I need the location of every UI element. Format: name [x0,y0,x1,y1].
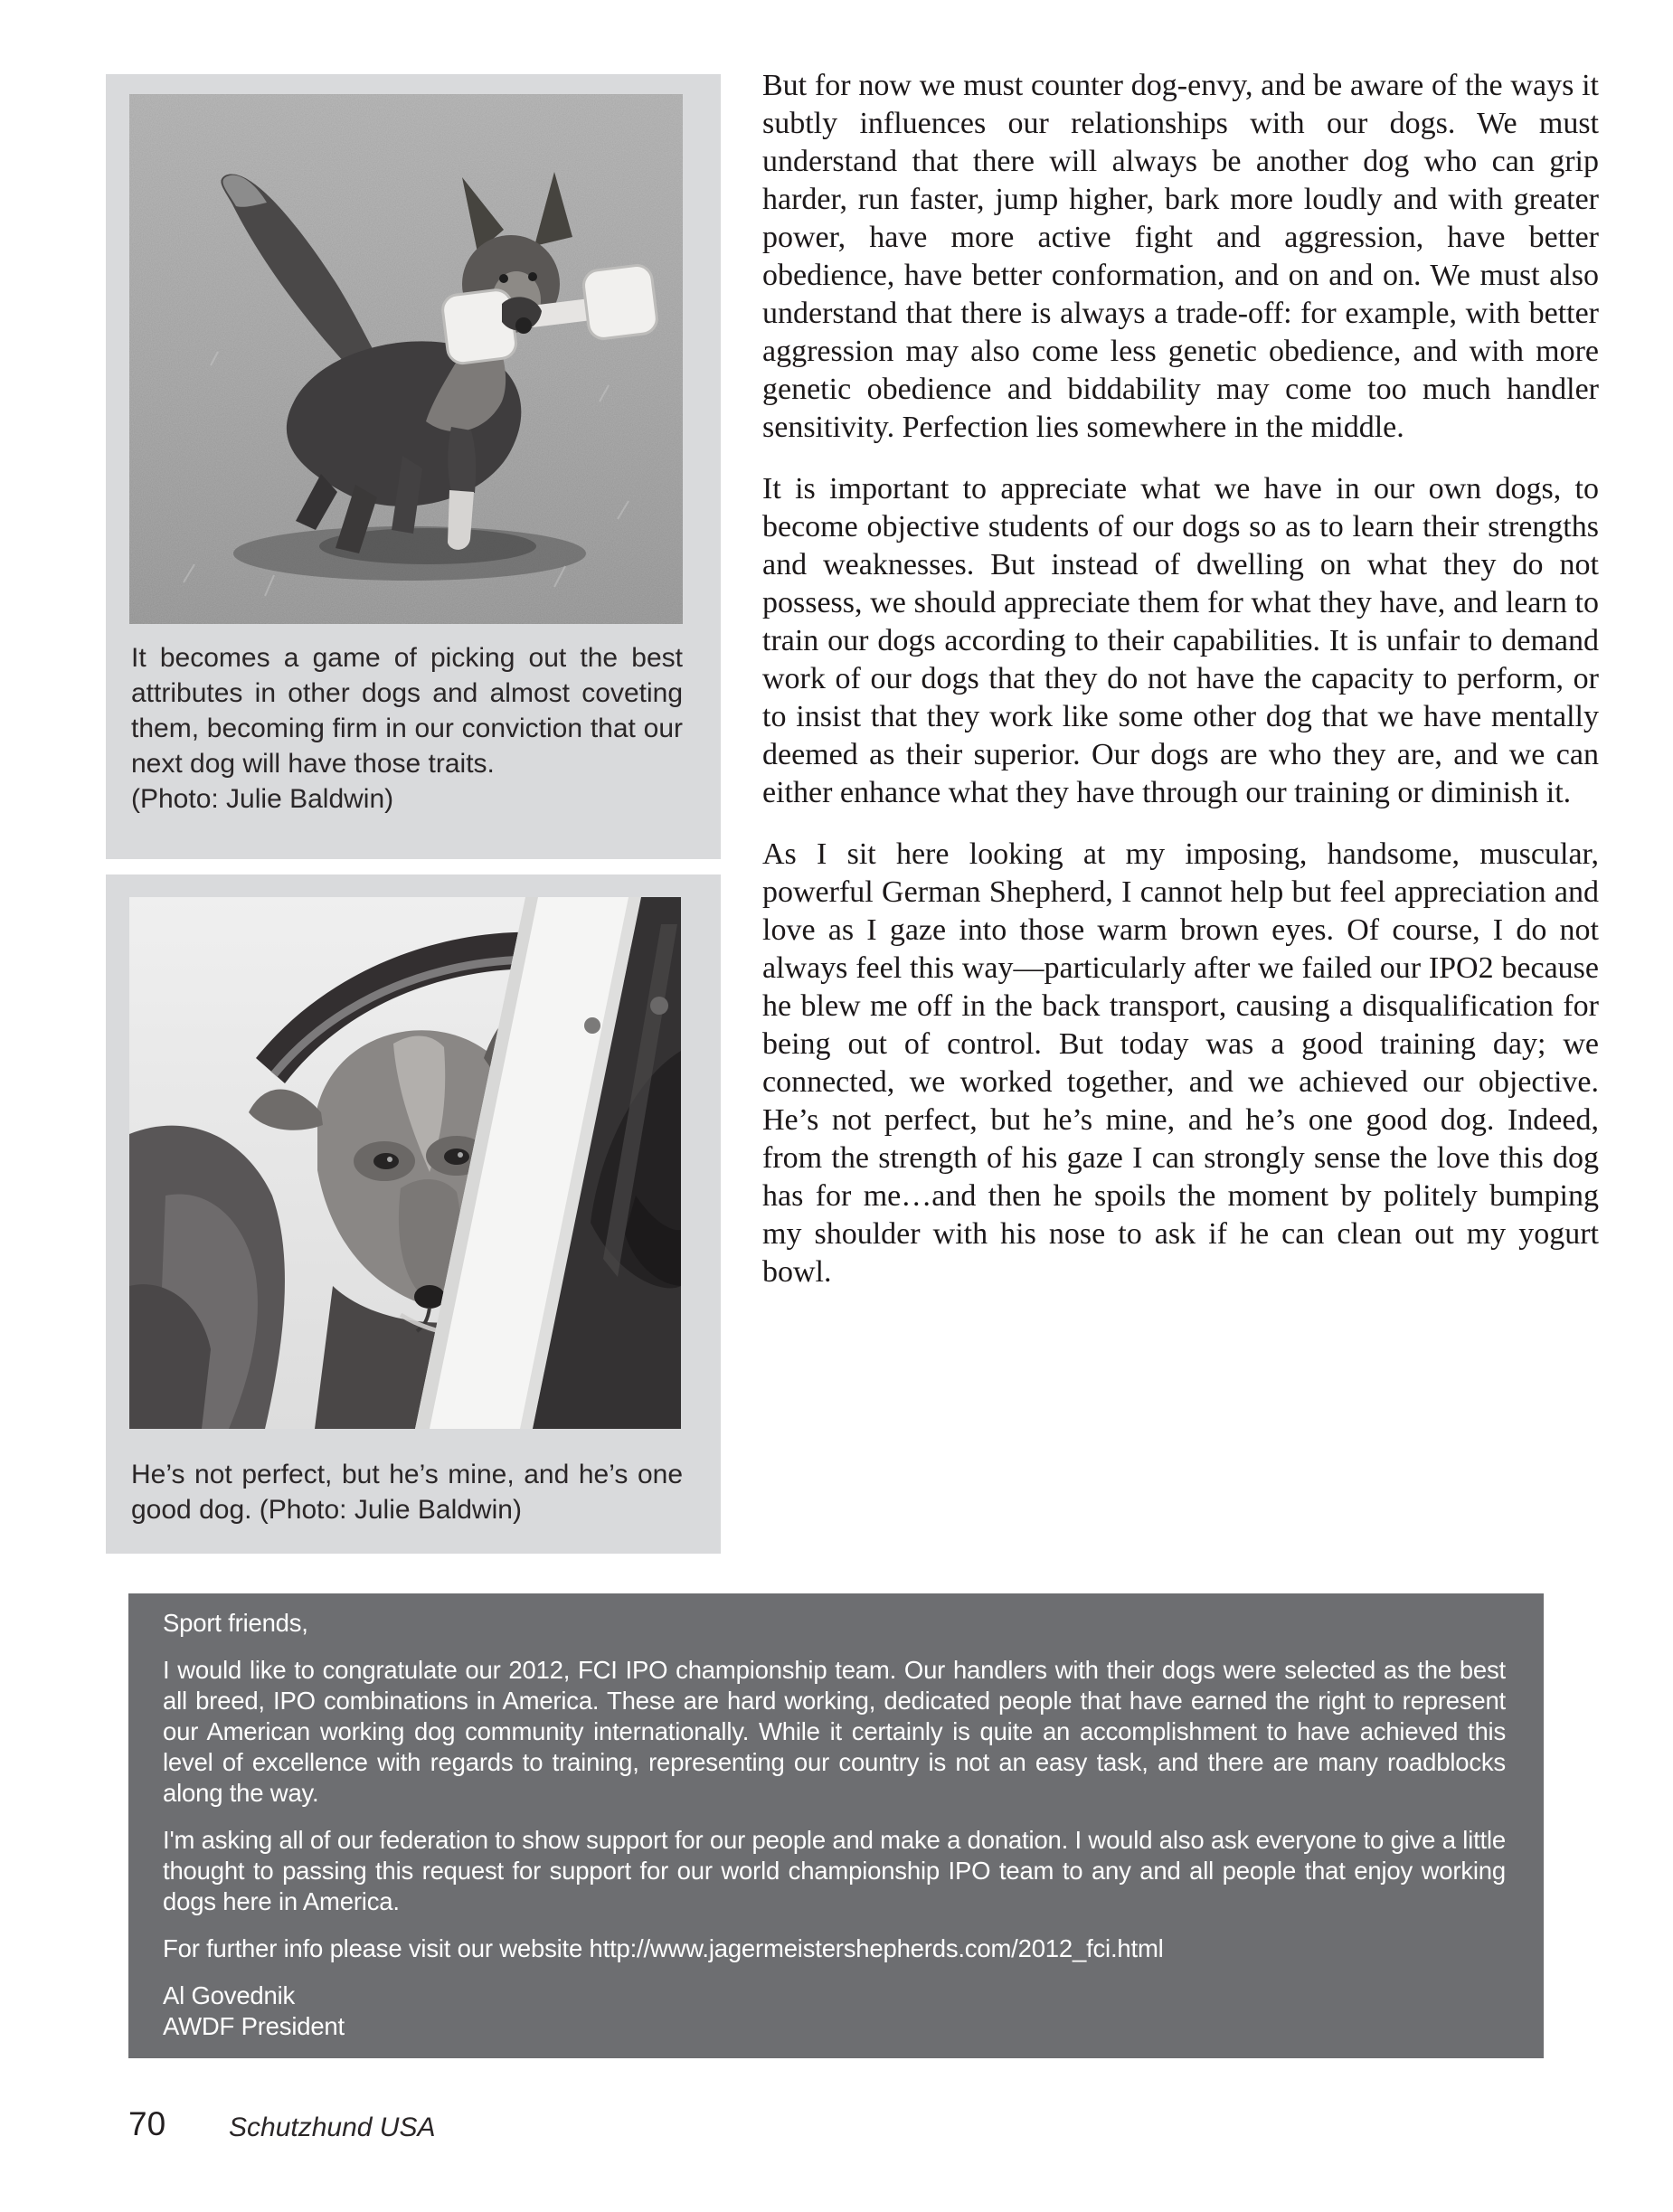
article-paragraph-1: But for now we must counter dog-envy, and be aware of the ways it subtly influences our relationships with our dogs. We must understand that there will always be another dog who can grip harder, run faster, jump higher, bark more loudly and with greater power, have more active fight and aggression, have better obedience, have better conformation, and on and on. We must also understand that there is always a trade-off: for example, with better aggression may also come less genetic obedience, and with more genetic obedience and biddability may come too much handler sensitivity. Perfection lies somewhere in the middle. [762,69,1599,444]
signature-name: Al Govednik [163,1981,296,2009]
figure-caption-car-window [131,1457,683,1527]
article-column [762,67,1599,1315]
signature-title: AWDF President [163,2012,345,2040]
figure-caption-text: He’s not perfect, but he’s mine, and he’s one good dog. (Photo: Julie Baldwin) [131,1460,683,1525]
president-letter-box [128,1593,1544,2058]
figure-box-car-window [106,874,721,1554]
car-window-dog-illustration [129,897,681,1429]
dog-car-window-photo [129,897,681,1429]
letter-paragraph-1: I would like to congratulate our 2012, FCI IPO championship team. Our handlers with their dogs were selected as the best all breed, IPO combinations in America. These are hard working, dedicated people that have earned the right to represent our American working dog community internationally. While it certainly is quite an accomplishment to have achieved this level of excellence with regards to training, representing our country is not an easy task, and there are many roadblocks along the way. [163,1656,1506,1807]
letter-signature [163,1980,1506,2042]
photo-credit: (Photo: Julie Baldwin) [131,784,394,814]
figure-caption-text: It becomes a game of picking out the best attributes in other dogs and almost coveting them, becoming firm in our conviction that our next dog will have those traits. [131,643,683,779]
dog-dumbbell-photo [129,94,683,624]
running-dog-illustration [129,94,683,624]
article-paragraph-3: As I sit here looking at my imposing, handsome, muscular, powerful German Shepherd, I cannot help but feel appreciation and love as I gaze into those warm brown eyes. Of course, I do not always feel this way—particularly after we failed our IPO2 because he blew me off in the back transport, causing a disqualification for being out of control. But today was a good training day; we connected, we worked together, and we achieved our objective. He’s not perfect, but he’s mine, and he’s one good dog. Indeed, from the strength of his gaze I can strongly sense the love this dog has for me…and then he spoils the moment by politely bumping my shoulder with his nose to ask if he can clean out my yogurt bowl. [762,837,1599,1289]
website-line-prefix: For further info please visit our website [163,1934,590,1962]
letter-website-line [163,1933,1506,1964]
figure-box-dumbbell [106,74,721,859]
letter-paragraph-2: I'm asking all of our federation to show support for our people and make a donation. I would also ask everyone to give a little thought to passing this request for support for our world championship IPO team to any and all people that enjoy working dogs here in America. [163,1826,1506,1915]
article-paragraph-2: It is important to appreciate what we have in our own dogs, to become objective students of our dogs so as to learn their strengths and weaknesses. But instead of dwelling on what they do not possess, we should appreciate them for what they have, and learn to train our dogs according to their capabilities. It is unfair to demand work of our dogs that they do not have the capacity to perform, or to insist that they work like some other dog that we have mentally deemed as their superior. Our dogs are who they are, and we can either enhance what they have through our training or diminish it. [762,472,1599,809]
page-number: 70 [128,2105,166,2142]
letter-salutation: Sport friends, [163,1609,308,1637]
figure-caption-dumbbell [131,640,683,817]
website-link[interactable]: http://www.jagermeistershepherds.com/2012_fci.html [589,1934,1164,1962]
magazine-title: Schutzhund USA [229,2113,436,2142]
